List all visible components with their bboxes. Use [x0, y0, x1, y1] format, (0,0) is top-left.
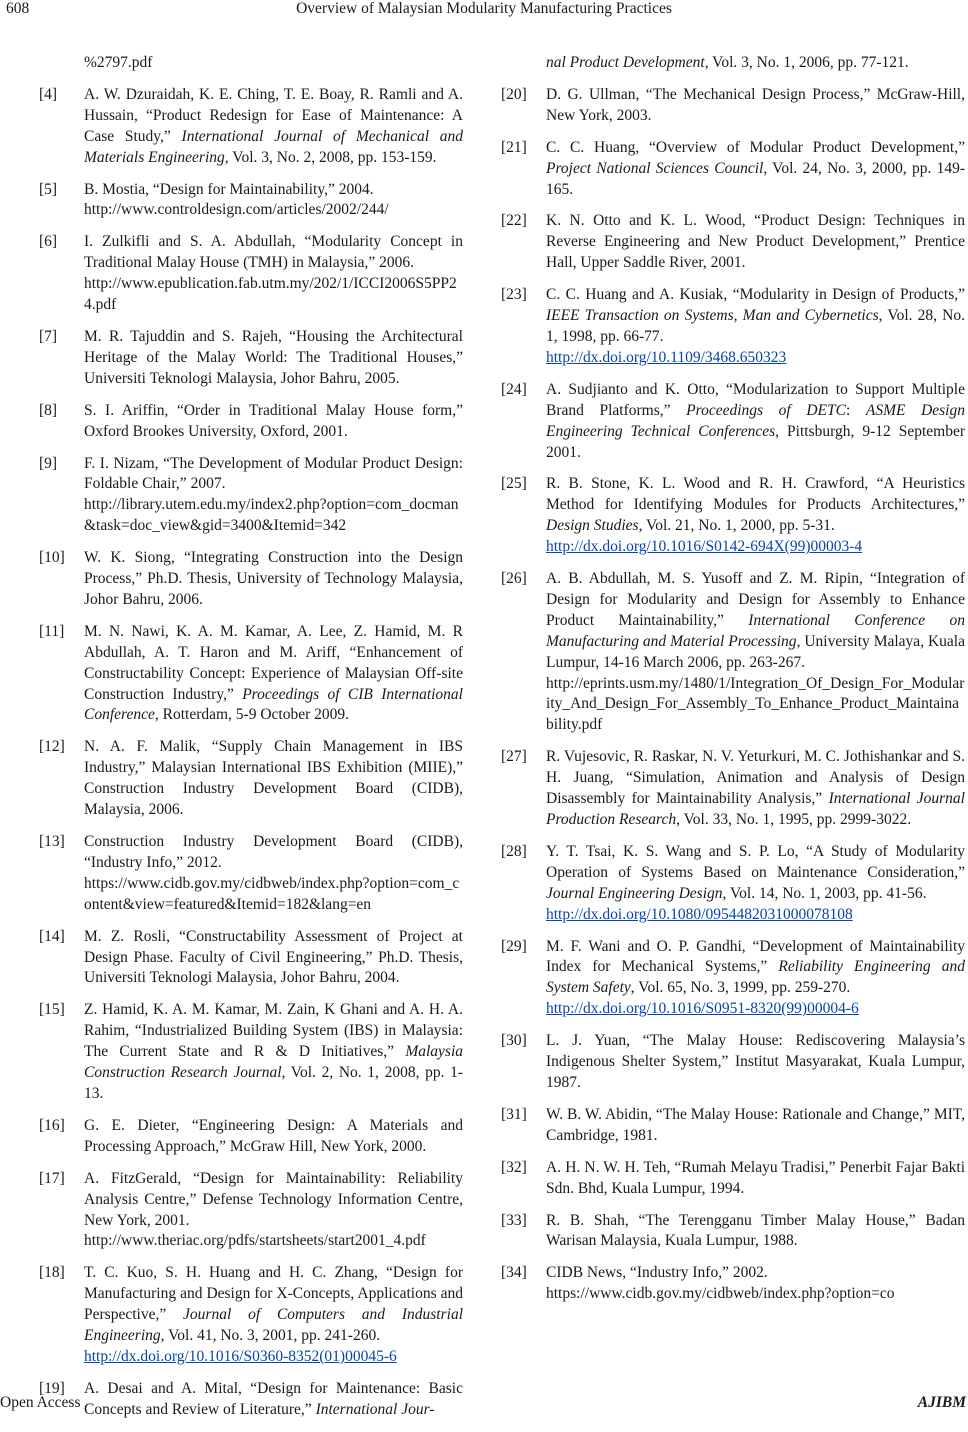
- reference-body: , Pittsburgh, 9-12 September 2001.: [546, 422, 965, 461]
- reference-url: http://eprints.usm.my/1480/1/Integration_Of_Design_For_Modularity_And_Design_For_Assembly_To_Enhance_Product_Maintainability.pdf: [546, 674, 965, 734]
- reference-number: [5]: [39, 180, 58, 198]
- reference-url: https://www.cidb.gov.my/cidbweb/index.php?option=co: [546, 1285, 895, 1303]
- journal-title: Reliability Engineering and System Safety: [546, 958, 965, 997]
- reference-text: [84, 85, 463, 169]
- reference-number: [33]: [501, 1211, 527, 1229]
- reference-body: , Vol. 41, No. 3, 2001, pp. 241-260.: [160, 1327, 381, 1345]
- reference-body: , Vol. 3, No. 2, 2008, pp. 153-159.: [224, 148, 437, 166]
- reference-number: [25]: [501, 475, 527, 493]
- reference-number: [22]: [501, 212, 527, 230]
- reference-url: http://www.epublication.fab.utm.my/202/1/ICCI2006S5PP24.pdf: [84, 275, 457, 314]
- reference-text: [546, 474, 965, 558]
- reference-number: [9]: [39, 454, 58, 472]
- reference-text: [84, 622, 463, 727]
- reference-body: , Vol. 21, No. 1, 2000, pp. 5-31.: [638, 517, 835, 535]
- journal-title: nal Product Development: [546, 54, 705, 71]
- reference-continuation: nal Product Development, Vol. 3, No. 1, 2006, pp. 77-121.: [546, 54, 909, 71]
- reference-body: Construction Industry Development Board (CIDB), “Industry Info,” 2012.: [84, 833, 463, 871]
- reference-number: [6]: [39, 233, 58, 251]
- reference-item: [501, 138, 965, 201]
- reference-item: [501, 1263, 965, 1305]
- reference-body: R. B. Shah, “The Terengganu Timber Malay House,” Badan Warisan Malaysia, Kuala Lumpur, 1988.: [546, 1211, 965, 1250]
- reference-text: [546, 85, 965, 127]
- journal-title: Proceedings of CIB International Conference: [84, 685, 463, 724]
- reference-text: [546, 380, 965, 464]
- reference-body: , Vol. 28, No. 1, 1998, pp. 66-77.: [546, 307, 966, 345]
- journal-title: International Journal Production Research: [546, 790, 965, 828]
- reference-item: [39, 832, 463, 916]
- reference-text: [84, 1263, 463, 1368]
- journal-title: International Jour-: [315, 1400, 435, 1418]
- reference-text: [546, 1031, 965, 1094]
- reference-body: M. N. Nawi, K. A. M. Kamar, A. Lee, Z. Hamid, M. R Abdullah, A. T. Haron and M. Ariff, “Enhancement of Constructability Concept: Experience of Malaysian Off-site Construction Industry,”: [84, 622, 463, 703]
- reference-text: [546, 842, 965, 926]
- reference-body: M. F. Wani and O. P. Gandhi, “Development of Maintainability Index for Mechanical Systems,”: [546, 937, 965, 976]
- reference-body: , Vol. 2, No. 1, 2008, pp. 1-13.: [84, 1064, 464, 1102]
- reference-item: [39, 927, 463, 990]
- reference-body: A. FitzGerald, “Design for Maintainability: Reliability Analysis Centre,” Defense Technology Information Centre, New York, 2001.: [84, 1169, 463, 1229]
- reference-body: R. Vujesovic, R. Raskar, N. V. Yeturkuri, M. C. Jothishankar and S. H. Juang, “Simulation, Animation and Analysis of Design Disassembly for Maintainability Analysis,”: [546, 748, 965, 808]
- reference-body: C. C. Huang and A. Kusiak, “Modularity in Design of Products,”: [546, 286, 965, 304]
- reference-item: [501, 1211, 965, 1253]
- reference-text: [546, 1105, 965, 1147]
- reference-text: [546, 285, 965, 369]
- reference-number: [7]: [39, 327, 58, 345]
- reference-text: [84, 927, 463, 990]
- right-column: [501, 53, 965, 1316]
- reference-body: N. A. F. Malik, “Supply Chain Management in IBS Industry,” Malaysian International IBS Exhibition (MIIE),” Construction Industry Development Board (CIDB), Malaysia, 2006.: [84, 738, 463, 819]
- journal-title: Malaysia Construction Research Journal: [84, 1043, 463, 1082]
- reference-url: http://www.theriac.org/pdfs/startsheets/start2001_4.pdf: [84, 1232, 426, 1250]
- reference-body: Z. Hamid, K. A. M. Kamar, M. Zain, K Ghani and A. H. A. Rahim, “Industrialized Building System (IBS) in Malaysia: The Current State and R & D Initiatives,”: [84, 1001, 463, 1061]
- reference-body: R. B. Stone, K. L. Wood and R. H. Crawford, “A Heuristics Method for Identifying Modules for Products Architectures,”: [546, 475, 965, 514]
- reference-body: , Vol. 24, No. 3, 2000, pp. 149-165.: [546, 159, 965, 198]
- reference-number: [20]: [501, 85, 527, 103]
- reference-body: CIDB News, “Industry Info,” 2002.: [546, 1264, 768, 1282]
- reference-number: [31]: [501, 1105, 527, 1123]
- reference-body: I. Zulkifli and S. A. Abdullah, “Modularity Concept in Traditional Malay House (TMH) in Malaysia,” 2006.: [84, 233, 463, 272]
- reference-item: [501, 937, 965, 1021]
- doi-link[interactable]: http://dx.doi.org/10.1016/S0142-694X(99)00003-4: [546, 538, 863, 556]
- reference-body: A. H. N. W. H. Teh, “Rumah Melayu Tradisi,” Penerbit Fajar Bakti Sdn. Bhd, Kuala Lumpur, 1994.: [546, 1158, 965, 1197]
- page-number: 608: [6, 0, 30, 17]
- reference-number: [24]: [501, 380, 527, 398]
- reference-body: M. R. Tajuddin and S. Rajeh, “Housing the Architectural Heritage of the Malay World: The Traditional Houses,” Universiti Teknologi Malaysia, Johor Bahru, 2005.: [84, 327, 463, 387]
- reference-item: [39, 401, 463, 443]
- reference-body: C. C. Huang, “Overview of Modular Product Development,”: [546, 138, 965, 156]
- journal-title: Journal of Computers and Industrial Engineering: [84, 1306, 464, 1345]
- reference-number: [13]: [39, 833, 65, 850]
- reference-body: S. I. Ariffin, “Order in Traditional Malay House form,” Oxford Brookes University, Oxford, 2001.: [84, 401, 463, 440]
- reference-body: A. W. Dzuraidah, K. E. Ching, T. E. Boay, R. Ramli and A. Hussain, “Product Redesign for Ease of Maintenance: A Case Study,”: [84, 85, 463, 145]
- reference-item: [501, 569, 965, 736]
- reference-text: [546, 1158, 965, 1200]
- reference-body: Y. T. Tsai, K. S. Wang and S. P. Lo, “A Study of Modularity Operation of Systems Based on Maintenance Consideration,”: [546, 842, 965, 881]
- reference-text: [84, 401, 463, 443]
- reference-text: [546, 211, 965, 274]
- reference-url: http://www.controldesign.com/articles/2002/244/: [84, 201, 389, 219]
- journal-title: ASME Design Engineering Technical Conferences: [546, 401, 965, 440]
- reference-item: [501, 1158, 965, 1200]
- reference-number: [23]: [501, 286, 527, 304]
- reference-body: B. Mostia, “Design for Maintainability,” 2004.: [84, 180, 374, 198]
- reference-number: [32]: [501, 1158, 527, 1176]
- reference-text: [84, 1000, 463, 1105]
- reference-item: [39, 85, 463, 169]
- reference-number: [19]: [39, 1379, 65, 1397]
- journal-title: IEEE Transaction on Systems, Man and Cybernetics: [546, 307, 879, 325]
- reference-list-right: [501, 85, 965, 1305]
- reference-number: [18]: [39, 1264, 65, 1282]
- reference-number: [11]: [39, 622, 65, 640]
- reference-body: A. B. Abdullah, M. S. Yusoff and Z. M. Ripin, “Integration of Design for Modularity and Design for Assembly to Enhance Product Maintainability,”: [546, 570, 965, 629]
- reference-body: W. K. Siong, “Integrating Construction into the Design Process,” Ph.D. Thesis, University of Technology Malaysia, Johor Bahru, 2006.: [84, 549, 463, 608]
- journal-title: International Journal of Mechanical and Materials Engineering: [84, 127, 463, 166]
- reference-text: [84, 327, 463, 390]
- reference-number: [26]: [501, 570, 527, 588]
- reference-body: F. I. Nizam, “The Development of Modular Product Design: Foldable Chair,” 2007.: [84, 454, 463, 493]
- reference-number: [10]: [39, 549, 65, 567]
- footer-open-access: Open Access: [0, 1394, 81, 1411]
- reference-text: [84, 832, 463, 916]
- journal-title: Proceedings of DETC: [686, 401, 846, 419]
- reference-body: T. C. Kuo, S. H. Huang and H. C. Zhang, “Design for Manufacturing and Design for X-Concepts, Applications and Perspective,”: [84, 1264, 463, 1324]
- reference-item: [501, 842, 965, 926]
- journal-title: International Conference on Manufacturing and Material Processing: [546, 611, 965, 650]
- reference-body: , Vol. 14, No. 1, 2003, pp. 41-56.: [722, 884, 927, 902]
- doi-link[interactable]: http://dx.doi.org/10.1016/S0360-8352(01)00045-6: [84, 1347, 397, 1365]
- left-column: [39, 53, 463, 1432]
- doi-link[interactable]: http://dx.doi.org/10.1016/S0951-8320(99)00004-6: [546, 1000, 859, 1018]
- reference-number: [4]: [39, 85, 58, 103]
- doi-link[interactable]: http://dx.doi.org/10.1080/0954482031000078108: [546, 905, 853, 923]
- reference-item: [501, 285, 965, 369]
- reference-body: L. J. Yuan, “The Malay House: Rediscovering Malaysia’s Indigenous Shelter System,” Institut Masyarakat, Kuala Lumpur, 1987.: [546, 1032, 965, 1091]
- reference-number: [28]: [501, 842, 527, 860]
- reference-number: [14]: [39, 927, 65, 945]
- reference-body: G. E. Dieter, “Engineering Design: A Materials and Processing Approach,” McGraw Hill, New York, 2000.: [84, 1116, 463, 1155]
- journal-title: Design Studies: [546, 517, 639, 535]
- reference-text: [84, 548, 463, 611]
- reference-number: [17]: [39, 1169, 65, 1187]
- reference-url: https://www.cidb.gov.my/cidbweb/index.php?option=com_content&view=featured&Itemid=182&lang=en: [84, 874, 460, 913]
- reference-body: W. B. W. Abidin, “The Malay House: Rationale and Change,” MIT, Cambridge, 1981.: [546, 1105, 965, 1144]
- reference-text: [84, 1169, 463, 1253]
- reference-item: [501, 380, 965, 464]
- reference-body: A. Desai and A. Mital, “Design for Maintenance: Basic Concepts and Review of Literature,”: [84, 1379, 463, 1418]
- running-title: Overview of Malaysian Modularity Manufacturing Practices: [296, 0, 672, 17]
- reference-item: [501, 747, 965, 831]
- footer-journal: AJIBM: [917, 1394, 966, 1411]
- reference-item: [501, 211, 965, 274]
- reference-body: M. Z. Rosli, “Constructability Assessment of Project at Design Phase. Faculty of Civil Engineering,” Ph.D. Thesis, Universiti Teknologi Malaysia, Johor Bahru, 2004.: [84, 927, 463, 987]
- reference-number: [21]: [501, 138, 527, 156]
- reference-text: [546, 1211, 965, 1253]
- reference-number: [29]: [501, 937, 527, 955]
- reference-body: A. Sudjianto and K. Otto, “Modularization to Support Multiple Brand Platforms,”: [546, 380, 965, 419]
- reference-text: [84, 737, 463, 821]
- reference-continuation: %2797.pdf: [84, 54, 153, 71]
- reference-item: [39, 1169, 463, 1253]
- reference-body: , Vol. 33, No. 1, 1995, pp. 2999-3022.: [676, 811, 912, 828]
- reference-item: [39, 454, 463, 538]
- reference-item: [39, 548, 463, 611]
- reference-item: [39, 232, 463, 316]
- reference-text: [84, 454, 463, 538]
- reference-item: [39, 622, 463, 727]
- reference-body: , University Malaya, Kuala Lumpur, 14-16 March 2006, pp. 263-267.: [546, 632, 965, 671]
- reference-body: , Vol. 65, No. 3, 1999, pp. 259-270.: [630, 979, 851, 997]
- reference-item: [501, 1105, 965, 1147]
- journal-title: Project National Sciences Council: [546, 159, 764, 177]
- reference-body: D. G. Ullman, “The Mechanical Design Process,” McGraw-Hill, New York, 2003.: [546, 85, 965, 124]
- reference-item: [501, 474, 965, 558]
- doi-link[interactable]: http://dx.doi.org/10.1109/3468.650323: [546, 348, 787, 366]
- journal-title: Journal Engineering Design: [546, 884, 723, 902]
- reference-item: [39, 1263, 463, 1368]
- reference-item: [39, 327, 463, 390]
- reference-item: [501, 1031, 965, 1094]
- reference-text: [84, 1116, 463, 1158]
- page-footer: [0, 1394, 968, 1414]
- reference-number: [8]: [39, 401, 58, 419]
- reference-number: [34]: [501, 1264, 527, 1282]
- reference-item: [39, 737, 463, 821]
- reference-number: [12]: [39, 738, 65, 756]
- reference-text: [546, 1263, 965, 1305]
- reference-number: [16]: [39, 1116, 65, 1134]
- reference-text: [546, 569, 965, 736]
- reference-number: [27]: [501, 748, 527, 766]
- reference-list-left: [39, 85, 463, 1421]
- reference-number: [15]: [39, 1001, 65, 1019]
- page-header: [0, 0, 968, 22]
- reference-text: [546, 937, 965, 1021]
- reference-item: [39, 1116, 463, 1158]
- reference-url: http://library.utem.edu.my/index2.php?option=com_docman&task=doc_view&gid=3400&Itemid=342: [84, 496, 459, 535]
- reference-item: [39, 1000, 463, 1105]
- reference-text: [546, 138, 965, 201]
- reference-body: , Rotterdam, 5-9 October 2009.: [154, 706, 350, 724]
- reference-text: [84, 232, 463, 316]
- reference-body: K. N. Otto and K. L. Wood, “Product Design: Techniques in Reverse Engineering and New Product Development,” Prentice Hall, Upper Saddle River, 2001.: [546, 212, 965, 272]
- reference-body: :: [845, 401, 866, 419]
- reference-number: [30]: [501, 1032, 527, 1050]
- reference-item: [39, 180, 463, 222]
- reference-item: [501, 85, 965, 127]
- reference-text: [546, 747, 965, 831]
- reference-text: [84, 180, 463, 222]
